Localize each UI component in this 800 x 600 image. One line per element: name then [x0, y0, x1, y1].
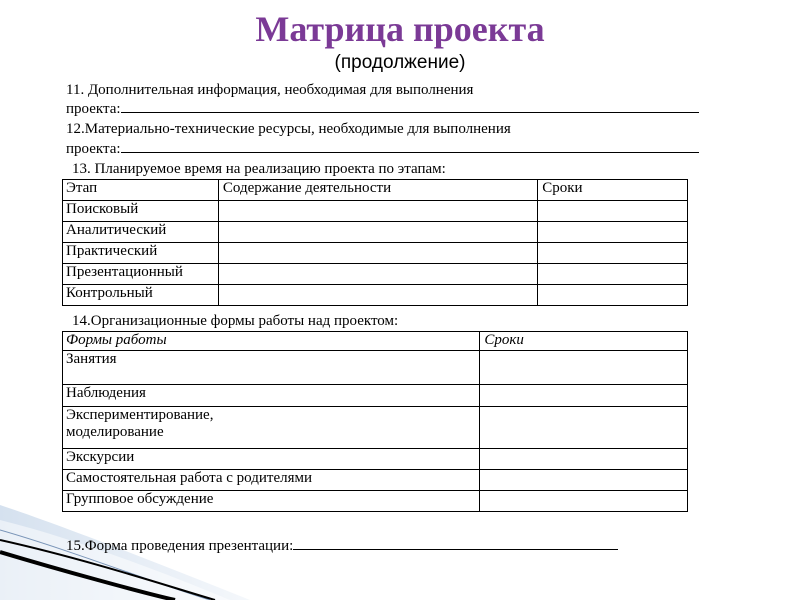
- table-row: [63, 264, 688, 285]
- stage-dates-cell[interactable]: [538, 264, 688, 285]
- section15-row: [66, 537, 618, 555]
- stage-dates-cell[interactable]: [538, 222, 688, 243]
- slide-subtitle: (продолжение): [334, 52, 466, 73]
- form-name: Занятия: [63, 351, 480, 385]
- form-dates-cell[interactable]: [480, 449, 688, 470]
- stage-content-cell[interactable]: [218, 222, 537, 243]
- form-name: Наблюдения: [63, 385, 480, 407]
- work-forms-table: [62, 331, 688, 512]
- section11-line1: 11. Дополнительная информация, необходимая для выполнения: [66, 82, 474, 98]
- section15-fill-line: [293, 537, 618, 550]
- stage-dates-cell[interactable]: [538, 243, 688, 264]
- stages-header-dates: Сроки: [538, 180, 688, 201]
- section12-fill-line: [121, 140, 699, 153]
- stage-dates-cell[interactable]: [538, 201, 688, 222]
- stage-content-cell[interactable]: [218, 201, 537, 222]
- table-row: [63, 201, 688, 222]
- stages-header-stage: Этап: [63, 180, 219, 201]
- section13-heading: 13. Планируемое время на реализацию проекта по этапам:: [72, 161, 446, 177]
- section11-line2-row: [66, 100, 699, 118]
- table-row: [63, 470, 688, 491]
- stages-header-row: [63, 180, 688, 201]
- form-name: Групповое обсуждение: [63, 491, 480, 512]
- forms-header-form: Формы работы: [63, 332, 480, 351]
- section12-line1: 12.Материально-технические ресурсы, необходимые для выполнения: [66, 121, 511, 137]
- section14-heading: 14.Организационные формы работы над проектом:: [72, 313, 399, 329]
- form-dates-cell[interactable]: [480, 407, 688, 449]
- stage-dates-cell[interactable]: [538, 285, 688, 306]
- section11-line2: проекта:: [66, 101, 121, 117]
- stage-content-cell[interactable]: [218, 243, 537, 264]
- slide-title: Матрица проекта: [255, 9, 545, 49]
- stage-name: Практический: [63, 243, 219, 264]
- table-row: [63, 351, 688, 385]
- forms-header-row: [63, 332, 688, 351]
- form-dates-cell[interactable]: [480, 351, 688, 385]
- stages-table: [62, 179, 688, 306]
- section15-label: 15.Форма проведения презентации:: [66, 538, 294, 554]
- form-name: Самостоятельная работа с родителями: [63, 470, 480, 491]
- forms-header-dates: Сроки: [480, 332, 688, 351]
- table-row: [63, 222, 688, 243]
- table-row: [63, 407, 688, 449]
- form-dates-cell[interactable]: [480, 491, 688, 512]
- section11-fill-line: [121, 100, 699, 113]
- table-row: [63, 285, 688, 306]
- stages-header-content: Содержание деятельности: [218, 180, 537, 201]
- stage-content-cell[interactable]: [218, 264, 537, 285]
- form-dates-cell[interactable]: [480, 385, 688, 407]
- table-row: [63, 449, 688, 470]
- stage-name: Аналитический: [63, 222, 219, 243]
- table-row: [63, 243, 688, 264]
- table-row: [63, 491, 688, 512]
- stage-name: Контрольный: [63, 285, 219, 306]
- section12-line2: проекта:: [66, 141, 121, 157]
- stage-name: Поисковый: [63, 201, 219, 222]
- table-row: [63, 385, 688, 407]
- form-name: Экскурсии: [63, 449, 480, 470]
- form-name-line1: Экспериментирование,: [66, 407, 214, 423]
- stage-content-cell[interactable]: [218, 285, 537, 306]
- form-name-multiline: [63, 407, 480, 449]
- form-name-line2: моделирование: [66, 424, 164, 440]
- stage-name: Презентационный: [63, 264, 219, 285]
- form-dates-cell[interactable]: [480, 470, 688, 491]
- section12-line2-row: [66, 140, 699, 158]
